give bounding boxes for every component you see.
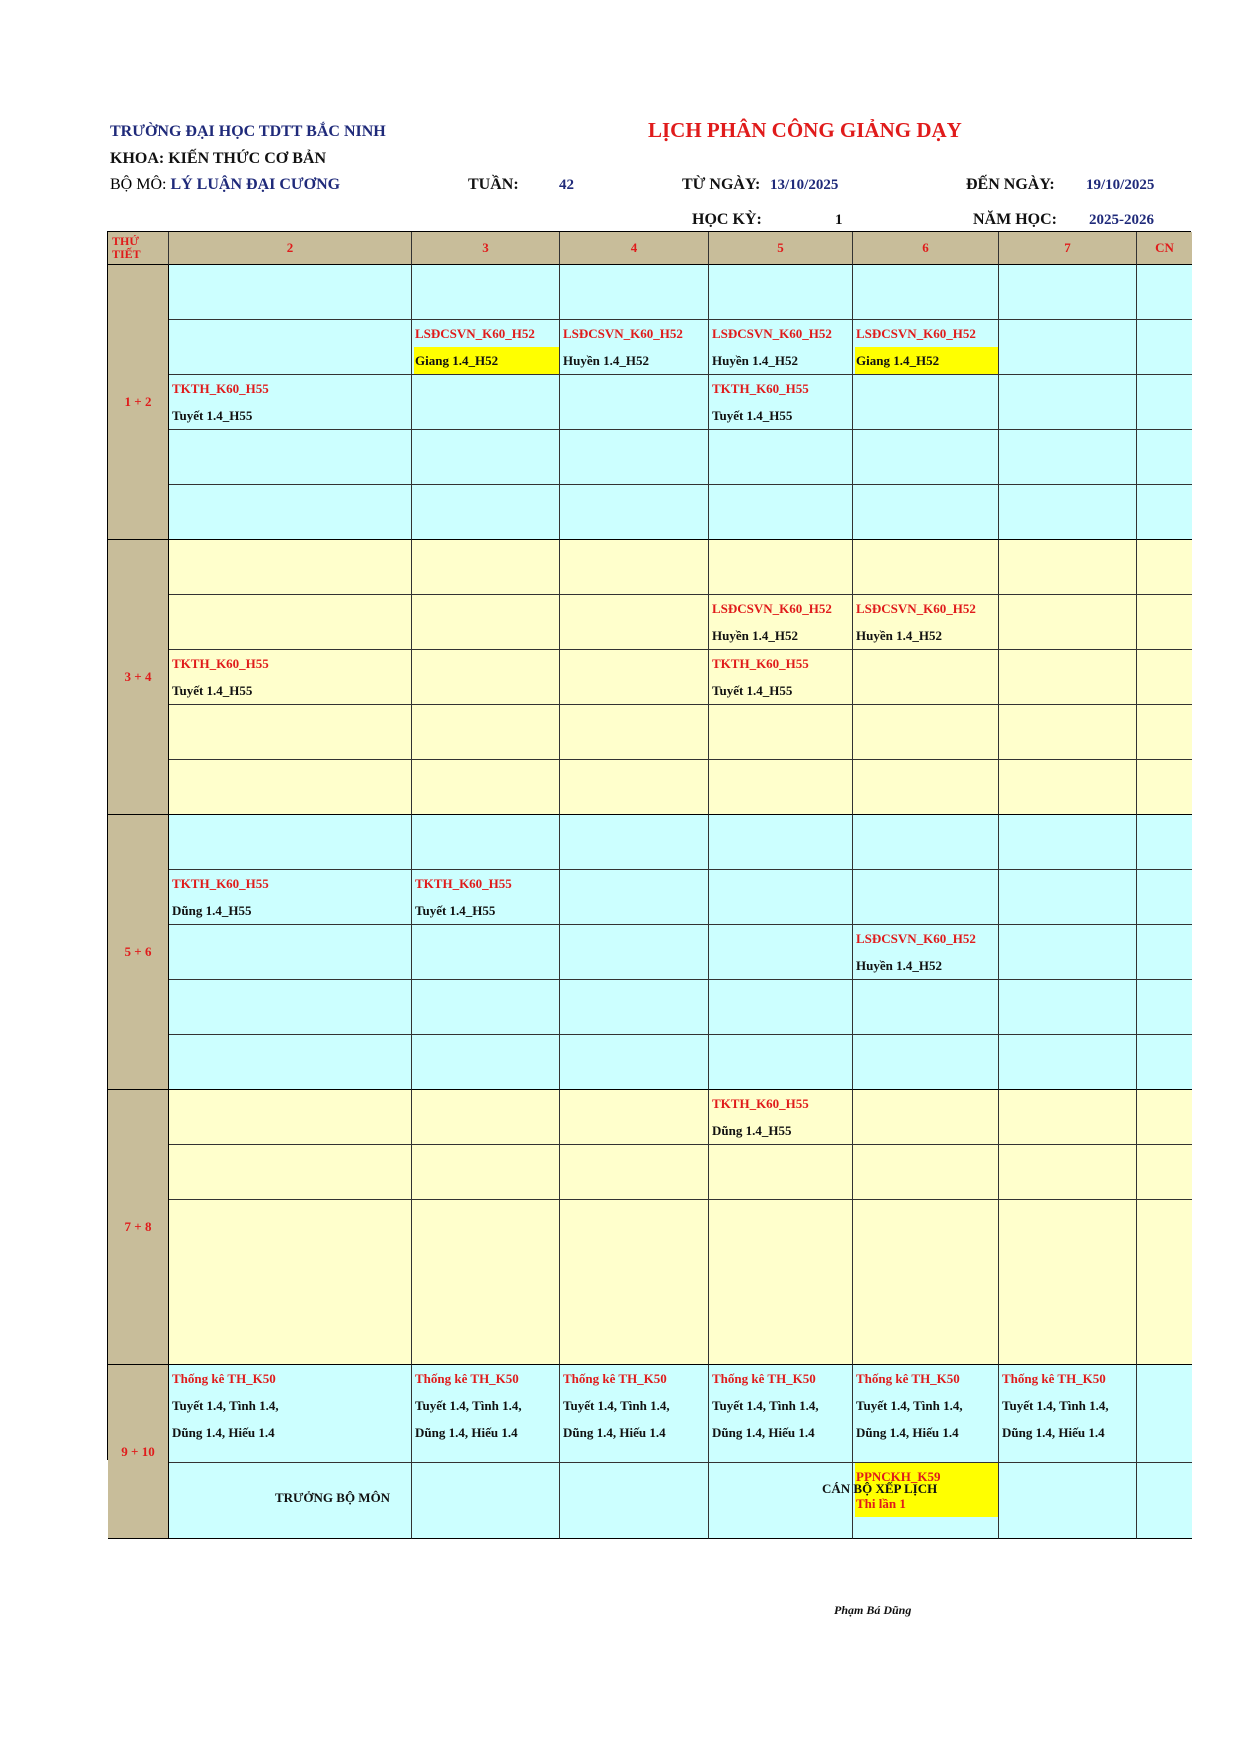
course-code: LSĐCSVN_K60_H52 [712,326,832,341]
course-code: LSĐCSVN_K60_H52 [415,326,535,341]
schedule-cell [169,595,412,650]
schedule-cell [709,705,853,760]
schedule-cell [999,1200,1137,1365]
schedule-cell [412,650,560,705]
class-entry [562,1365,708,1462]
schedule-cell [709,925,853,980]
teacher-room: Tuyết 1.4_H55 [172,408,253,423]
schedule-cell [1137,705,1192,760]
schedule-cell [999,870,1137,925]
schedule-cell [709,1365,853,1463]
schedule-cell [1137,650,1192,705]
schedule-cell [1137,1365,1192,1463]
schedule-cell [169,1035,412,1090]
schedule-cell [999,1035,1137,1090]
schedule-cell [169,1200,412,1365]
schedule-cell [853,925,999,980]
schedule-cell [999,650,1137,705]
teacher-list: Tuyết 1.4, Tình 1.4, [856,1398,963,1413]
schedule-cell [709,870,853,925]
page-title: LỊCH PHÂN CÔNG GIẢNG DẠY [648,118,962,142]
schedule-cell [169,430,412,485]
schedule-cell [1137,760,1192,815]
schedule-cell [560,925,709,980]
schedule-cell [999,1090,1137,1145]
schedule-cell [1137,1200,1192,1365]
course-code: Thống kê TH_K50 [712,1371,816,1386]
schedule-cell [412,1463,560,1539]
schedule-cell [853,265,999,320]
course-code: TKTH_K60_H55 [712,1096,809,1111]
schedule-cell [853,650,999,705]
teacher-room: Huyền 1.4_H52 [563,353,649,368]
course-code: TKTH_K60_H55 [415,876,512,891]
teacher-list: Dũng 1.4, Hiếu 1.4 [415,1425,518,1440]
class-entry [171,1365,411,1462]
day-header-4: 4 [560,232,709,265]
schedule-cell [999,815,1137,870]
schedule-cell [412,870,560,925]
teacher-list: Tuyết 1.4, Tình 1.4, [415,1398,522,1413]
class-entry [171,650,411,704]
course-code: TKTH_K60_H55 [172,656,269,671]
schedule-cell [560,705,709,760]
day-header-5: 5 [709,232,853,265]
teacher-list: Tuyết 1.4, Tình 1.4, [172,1398,279,1413]
schedule-cell [999,760,1137,815]
period-label: 7 + 8 [108,1090,169,1365]
schedule-cell [853,705,999,760]
schedule-cell [853,1463,999,1539]
schedule-cell [412,265,560,320]
teacher-room: Giang 1.4_H52 [855,347,998,374]
school-name: TRƯỜNG ĐẠI HỌC TDTT BẮC NINH [110,123,386,140]
schedule-cell [999,980,1137,1035]
class-entry [711,1365,852,1462]
schedule-cell [709,1463,853,1539]
schedule-cell [853,320,999,375]
class-entry [855,1365,998,1462]
schedule-cell [1137,925,1192,980]
class-entry [711,595,852,649]
schedule-cell [1137,1090,1192,1145]
schedule-cell [169,705,412,760]
schedule-cell [169,760,412,815]
school-year-label: NĂM HỌC: [973,211,1057,228]
schedule-cell [999,1145,1137,1200]
teacher-list: Dũng 1.4, Hiếu 1.4 [712,1425,815,1440]
teacher-list: Dũng 1.4, Hiếu 1.4 [563,1425,666,1440]
course-code: Thống kê TH_K50 [856,1371,960,1386]
schedule-cell [560,980,709,1035]
schedule-cell [999,375,1137,430]
schedule-cell [853,980,999,1035]
class-entry [171,375,411,429]
schedule-cell [1137,375,1192,430]
to-date-value: 19/10/2025 [1086,177,1155,193]
schedule-cell [999,320,1137,375]
class-entry [414,870,559,924]
class-entry [414,1365,559,1462]
schedule-cell [1137,430,1192,485]
schedule-cell [560,1035,709,1090]
class-entry [711,320,852,374]
schedule-cell [709,1200,853,1365]
schedule-cell [853,1090,999,1145]
teacher-room: Huyền 1.4_H52 [856,958,942,973]
to-date-label: ĐẾN NGÀY: [966,176,1055,193]
department-name: LÝ LUẬN ĐẠI CƯƠNG [170,176,341,193]
teacher-list: Dũng 1.4, Hiếu 1.4 [172,1425,275,1440]
course-code: LSĐCSVN_K60_H52 [856,601,976,616]
department-line [110,176,340,194]
teacher-list: Tuyết 1.4, Tình 1.4, [712,1398,819,1413]
corner-day-label: THỨ [112,234,139,248]
day-header-2: 2 [169,232,412,265]
schedule-cell [1137,815,1192,870]
from-date-label: TỪ NGÀY: [682,176,761,193]
schedule-cell [412,485,560,540]
schedule-cell [169,870,412,925]
schedule-cell [169,1145,412,1200]
day-header-7: 7 [999,232,1137,265]
course-code: TKTH_K60_H55 [172,876,269,891]
schedule-cell [709,265,853,320]
scheduler-label: CÁN BỘ XẾP LỊCH [822,1481,938,1496]
week-value: 42 [559,177,574,193]
course-code: PPNCKH_K59 [856,1469,941,1484]
teacher-list: Dũng 1.4, Hiếu 1.4 [1002,1425,1105,1440]
schedule-cell [560,760,709,815]
period-label: 1 + 2 [108,265,169,540]
teacher-room: Huyền 1.4_H52 [712,353,798,368]
schedule-cell [853,430,999,485]
schedule-cell [169,320,412,375]
schedule-cell [709,760,853,815]
schedule-cell [412,980,560,1035]
schedule-cell [169,1090,412,1145]
schedule-cell [412,705,560,760]
teacher-room: Tuyết 1.4_H55 [712,408,793,423]
schedule-cell [709,815,853,870]
schedule-cell [1137,265,1192,320]
schedule-cell [999,485,1137,540]
schedule-cell [169,980,412,1035]
schedule-cell [1137,1035,1192,1090]
schedule-cell [169,815,412,870]
teacher-room: Huyền 1.4_H52 [712,628,798,643]
schedule-cell [560,1365,709,1463]
course-code: LSĐCSVN_K60_H52 [712,601,832,616]
schedule-cell [560,265,709,320]
schedule-cell [412,1365,560,1463]
course-code: TKTH_K60_H55 [172,381,269,396]
teacher-room: Dũng 1.4_H55 [172,903,252,918]
schedule-cell [853,540,999,595]
class-entry [711,1090,852,1144]
schedule-cell [853,1145,999,1200]
schedule-cell [1137,870,1192,925]
schedule-cell [709,1090,853,1145]
schedule-cell [1137,595,1192,650]
course-code: LSĐCSVN_K60_H52 [856,326,976,341]
schedule-cell [853,595,999,650]
schedule-cell [853,870,999,925]
teacher-room: Dũng 1.4_H55 [712,1123,792,1138]
schedule-cell [853,815,999,870]
schedule-cell [709,375,853,430]
teacher-room: Giang 1.4_H52 [414,347,559,374]
schedule-cell [169,650,412,705]
schedule-cell [560,595,709,650]
schedule-cell [560,1463,709,1539]
schedule-cell [853,485,999,540]
schedule-cell [169,1365,412,1463]
school-year-value: 2025-2026 [1089,212,1154,228]
corner-period-label: TIẾT [112,247,141,261]
schedule-cell [560,540,709,595]
teacher-list: Dũng 1.4, Hiếu 1.4 [856,1425,959,1440]
course-code: LSĐCSVN_K60_H52 [856,931,976,946]
schedule-cell [709,595,853,650]
schedule-cell [999,705,1137,760]
schedule-cell [412,540,560,595]
exam-note: Thi lần 1 [856,1496,906,1511]
head-of-department-label: TRƯỞNG BỘ MÔN [275,1490,391,1505]
schedule-cell [999,430,1137,485]
from-date-value: 13/10/2025 [770,177,839,193]
period-label: 9 + 10 [108,1365,169,1539]
period-label: 3 + 4 [108,540,169,815]
schedule-cell [169,265,412,320]
schedule-cell [560,870,709,925]
schedule-cell [169,540,412,595]
schedule-cell [412,815,560,870]
course-code: Thống kê TH_K50 [563,1371,667,1386]
schedule-cell [1137,540,1192,595]
teacher-list: Tuyết 1.4, Tình 1.4, [563,1398,670,1413]
scheduler-signature-name: Phạm Bá Dũng [834,1603,912,1617]
teacher-room: Tuyết 1.4_H55 [712,683,793,698]
schedule-cell [709,485,853,540]
schedule-cell [709,980,853,1035]
schedule-cell [1137,320,1192,375]
schedule-cell [169,925,412,980]
course-code: Thống kê TH_K50 [415,1371,519,1386]
schedule-cell [853,1365,999,1463]
schedule-cell [412,1090,560,1145]
schedule-cell [1137,1463,1192,1539]
schedule-cell [560,320,709,375]
schedule-cell [560,815,709,870]
schedule-cell [412,925,560,980]
schedule-cell [709,1035,853,1090]
teacher-room: Tuyết 1.4_H55 [415,903,496,918]
course-code: Thống kê TH_K50 [1002,1371,1106,1386]
schedule-cell [1137,485,1192,540]
schedule-cell [999,595,1137,650]
schedule-cell [853,375,999,430]
schedule-cell [999,265,1137,320]
schedule-cell [412,320,560,375]
schedule-cell [709,1145,853,1200]
schedule-cell [1137,1145,1192,1200]
schedule-cell [560,1145,709,1200]
schedule-cell [999,540,1137,595]
week-label: TUẦN: [468,176,519,193]
schedule-cell [412,430,560,485]
schedule-cell [853,1035,999,1090]
schedule-cell [560,1090,709,1145]
class-entry [855,595,998,649]
schedule-cell [709,430,853,485]
class-entry [711,375,852,429]
schedule-cell [412,760,560,815]
course-code: TKTH_K60_H55 [712,656,809,671]
schedule-cell [560,1200,709,1365]
schedule-cell [560,375,709,430]
header-corner [108,232,169,265]
schedule-cell [1137,980,1192,1035]
department-prefix: BỘ MÔ: [110,176,167,193]
schedule-cell [560,650,709,705]
schedule-cell [412,595,560,650]
class-entry [855,320,998,374]
semester-label: HỌC KỲ: [692,211,762,228]
day-header-cn: CN [1137,232,1192,265]
schedule-cell [169,485,412,540]
schedule-cell [709,320,853,375]
class-entry [171,870,411,924]
day-header-3: 3 [412,232,560,265]
course-code: TKTH_K60_H55 [712,381,809,396]
class-entry [711,650,852,704]
schedule-cell [412,1145,560,1200]
course-code: LSĐCSVN_K60_H52 [563,326,683,341]
class-entry [562,320,708,374]
schedule-cell [853,1200,999,1365]
teacher-room: Huyền 1.4_H52 [856,628,942,643]
faculty-label: KHOA: KIẾN THỨC CƠ BẢN [110,150,327,167]
schedule-cell [560,430,709,485]
period-label: 5 + 6 [108,815,169,1090]
teacher-list: Tuyết 1.4, Tình 1.4, [1002,1398,1109,1413]
day-header-6: 6 [853,232,999,265]
class-entry [414,320,559,374]
teacher-room: Tuyết 1.4_H55 [172,683,253,698]
schedule-cell [560,485,709,540]
class-entry [855,925,998,979]
semester-value: 1 [835,212,843,228]
schedule-cell [999,1463,1137,1539]
course-code: Thống kê TH_K50 [172,1371,276,1386]
schedule-cell [709,540,853,595]
class-entry [1001,1365,1136,1462]
schedule-cell [412,1200,560,1365]
schedule-cell [999,925,1137,980]
schedule-cell [853,760,999,815]
schedule-cell [169,375,412,430]
schedule-cell [999,1365,1137,1463]
schedule-cell [412,1035,560,1090]
schedule-cell [709,650,853,705]
schedule-cell [412,375,560,430]
